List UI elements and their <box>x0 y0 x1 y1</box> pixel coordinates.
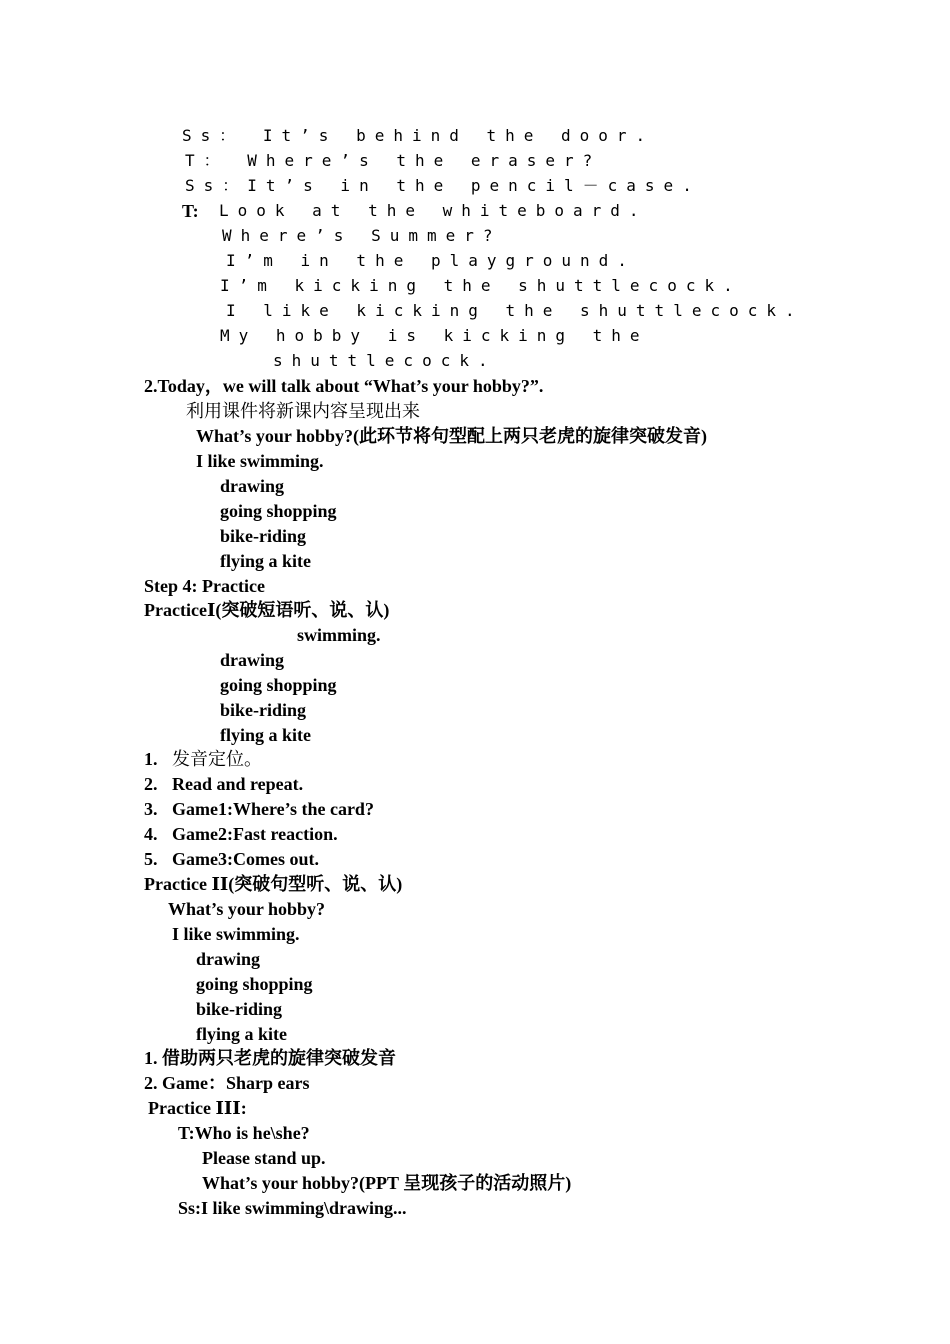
dialogue-line: Look at the whiteboard. <box>219 201 648 220</box>
practice-title: PracticeⅠ(突破短语听、说、认) <box>144 600 390 620</box>
answer-text: I like swimming. <box>172 924 300 944</box>
vocab-item: flying a kite <box>220 725 312 745</box>
list-item: Game1:Where’s the card? <box>172 799 374 819</box>
dialogue-line: shuttlecock. <box>273 351 497 370</box>
question-text: What’s your hobby?(此环节将句型配上两只老虎的旋律突破发音) <box>196 426 708 446</box>
practice-title: Practice ⅠⅠⅠ: <box>148 1098 247 1118</box>
list-item: Read and repeat. <box>172 774 304 794</box>
list-item: 发音定位。 <box>172 749 262 769</box>
list-number: 3. <box>144 799 158 819</box>
question-text: What’s your hobby? <box>168 899 326 919</box>
list-item: Game3:Comes out. <box>172 849 319 869</box>
section-heading: Step 4: Practice <box>144 576 265 596</box>
note-text: 利用课件将新课内容呈现出来 <box>186 401 420 421</box>
dialogue-line: What’s your hobby?(PPT 呈现孩子的活动照片) <box>202 1173 572 1193</box>
vocab-item: bike-riding <box>196 999 283 1019</box>
vocab-item: drawing <box>220 650 285 670</box>
vocab-item: drawing <box>220 476 285 496</box>
vocab-item: swimming. <box>297 625 381 645</box>
vocab-item: flying a kite <box>220 551 312 571</box>
vocab-item: going shopping <box>220 501 337 521</box>
list-item: 2. Game：Sharp ears <box>144 1073 310 1093</box>
vocab-item: bike-riding <box>220 700 307 720</box>
dialogue-line: I’m kicking the shuttlecock. <box>220 276 742 295</box>
list-number: 2. <box>144 774 158 794</box>
dialogue-line: Where’s Summer? <box>222 226 502 245</box>
dialogue-line: I’m in the playground. <box>226 251 636 270</box>
list-number: 5. <box>144 849 158 869</box>
dialogue-line: Please stand up. <box>202 1148 326 1168</box>
vocab-item: flying a kite <box>196 1024 288 1044</box>
vocab-item: going shopping <box>220 675 337 695</box>
vocab-item: bike-riding <box>220 526 307 546</box>
dialogue-line: T： Where’s the eraser? <box>185 151 602 170</box>
list-item: 1. 借助两只老虎的旋律突破发音 <box>144 1048 396 1068</box>
list-number: 4. <box>144 824 158 844</box>
list-item: Game2:Fast reaction. <box>172 824 338 844</box>
dialogue-line: I like kicking the shuttlecock. <box>226 301 804 320</box>
dialogue-line: Ss： It’s behind the door. <box>182 126 655 145</box>
dialogue-line: My hobby is kicking the <box>220 326 649 345</box>
dialogue-line: T:Who is he\she? <box>178 1123 310 1143</box>
answer-text: I like swimming. <box>196 451 324 471</box>
vocab-item: drawing <box>196 949 261 969</box>
dialogue-line: Ss:I like swimming\drawing... <box>178 1198 407 1218</box>
vocab-item: going shopping <box>196 974 313 994</box>
practice-title: Practice ⅠⅠ(突破句型听、说、认) <box>144 874 403 894</box>
dialogue-line: Ss：It’s in the pencil－case. <box>185 176 701 195</box>
section-heading: 2.Today，we will talk about “What’s your hobby?”. <box>144 376 544 396</box>
dialogue-speaker: T: <box>182 201 199 221</box>
list-number: 1. <box>144 749 158 769</box>
